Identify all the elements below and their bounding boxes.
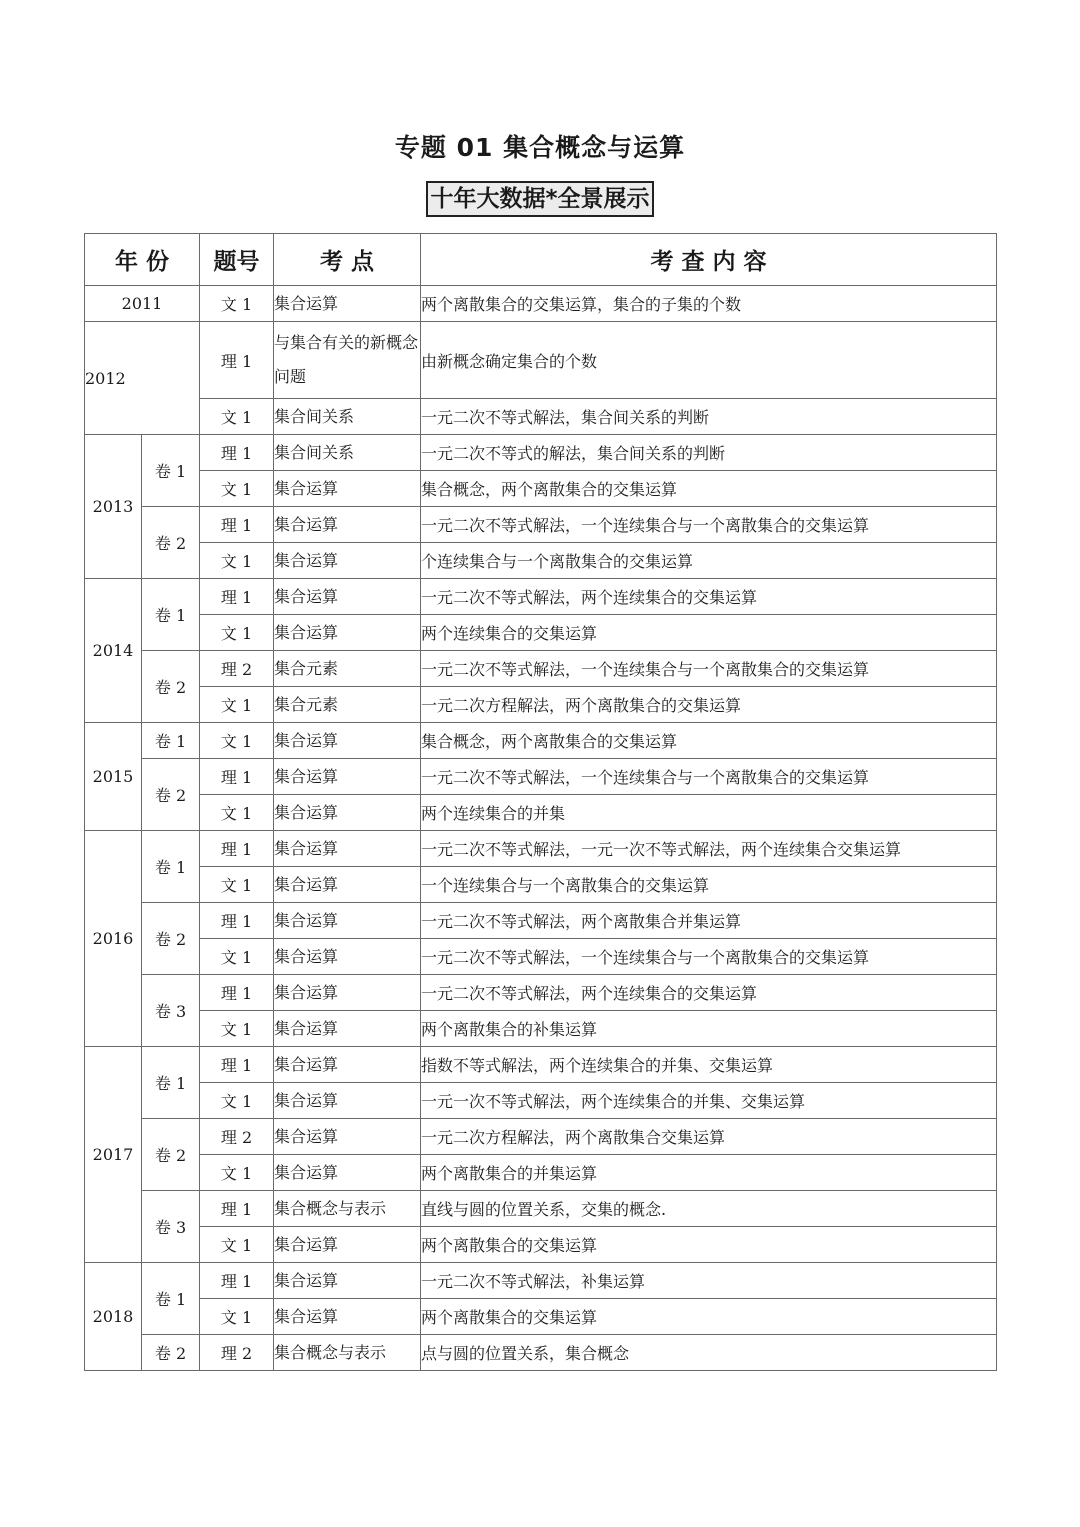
question-number: 文 1 bbox=[200, 1083, 274, 1119]
exam-content: 一元二次不等式解法，一元一次不等式解法，两个连续集合交集运算 bbox=[421, 831, 997, 867]
exam-content: 两个连续集合的交集运算 bbox=[421, 615, 997, 651]
year-cell: 2013 bbox=[85, 435, 142, 579]
paper-cell: 卷 2 bbox=[142, 1119, 200, 1191]
exam-point: 集合运算 bbox=[274, 579, 421, 615]
table-row bbox=[85, 322, 997, 399]
table-row bbox=[85, 1191, 997, 1227]
exam-point: 与集合有关的新概念问题 bbox=[274, 322, 421, 399]
question-number: 理 1 bbox=[200, 759, 274, 795]
exam-point: 集合运算 bbox=[274, 1083, 421, 1119]
exam-point: 集合运算 bbox=[274, 1011, 421, 1047]
table-row bbox=[85, 471, 997, 507]
exam-content: 一元二次不等式解法，两个连续集合的交集运算 bbox=[421, 579, 997, 615]
question-number: 理 1 bbox=[200, 831, 274, 867]
paper-cell: 卷 1 bbox=[142, 435, 200, 507]
question-number: 文 1 bbox=[200, 723, 274, 759]
year-cell: 2011 bbox=[85, 286, 200, 322]
table-row bbox=[85, 1119, 997, 1155]
exam-point: 集合运算 bbox=[274, 543, 421, 579]
question-number: 理 1 bbox=[200, 1047, 274, 1083]
exam-content: 一元二次不等式解法，两个连续集合的交集运算 bbox=[421, 975, 997, 1011]
exam-content: 直线与圆的位置关系，交集的概念. bbox=[421, 1191, 997, 1227]
table-row bbox=[85, 1335, 997, 1371]
question-number: 理 1 bbox=[200, 579, 274, 615]
exam-content: 个连续集合与一个离散集合的交集运算 bbox=[421, 543, 997, 579]
exam-point: 集合运算 bbox=[274, 615, 421, 651]
page-title: 专题 01 集合概念与运算 bbox=[394, 133, 686, 162]
table-row bbox=[85, 795, 997, 831]
table-row bbox=[85, 759, 997, 795]
table-row bbox=[85, 579, 997, 615]
exam-content: 由新概念确定集合的个数 bbox=[421, 322, 997, 399]
table-row bbox=[85, 507, 997, 543]
paper-cell: 卷 2 bbox=[142, 1335, 200, 1371]
table-row bbox=[85, 1155, 997, 1191]
paper-cell: 卷 1 bbox=[142, 831, 200, 903]
exam-content: 两个离散集合的交集运算 bbox=[421, 1227, 997, 1263]
header-content: 考 查 内 容 bbox=[421, 234, 997, 286]
question-number: 文 1 bbox=[200, 1227, 274, 1263]
exam-point: 集合间关系 bbox=[274, 435, 421, 471]
exam-content: 指数不等式解法，两个连续集合的并集、交集运算 bbox=[421, 1047, 997, 1083]
question-number: 理 1 bbox=[200, 903, 274, 939]
exam-content: 一元二次不等式的解法，集合间关系的判断 bbox=[421, 435, 997, 471]
question-number: 文 1 bbox=[200, 1299, 274, 1335]
exam-point: 集合运算 bbox=[274, 1227, 421, 1263]
table-row bbox=[85, 687, 997, 723]
year-cell: 2012 bbox=[85, 322, 200, 435]
question-number: 理 1 bbox=[200, 1191, 274, 1227]
question-number: 理 2 bbox=[200, 651, 274, 687]
table-row bbox=[85, 435, 997, 471]
question-number: 文 1 bbox=[200, 1155, 274, 1191]
question-number: 理 2 bbox=[200, 1119, 274, 1155]
exam-content: 两个离散集合的并集运算 bbox=[421, 1155, 997, 1191]
year-cell: 2014 bbox=[85, 579, 142, 723]
question-number: 文 1 bbox=[200, 471, 274, 507]
paper-cell: 卷 1 bbox=[142, 579, 200, 651]
table-row bbox=[85, 903, 997, 939]
table-row bbox=[85, 399, 997, 435]
exam-point: 集合运算 bbox=[274, 759, 421, 795]
exam-point: 集合运算 bbox=[274, 1047, 421, 1083]
exam-point: 集合运算 bbox=[274, 903, 421, 939]
exam-content: 集合概念，两个离散集合的交集运算 bbox=[421, 471, 997, 507]
table-row bbox=[85, 1083, 997, 1119]
subtitle-wrap bbox=[0, 181, 1080, 217]
table-row bbox=[85, 543, 997, 579]
exam-point: 集合运算 bbox=[274, 1263, 421, 1299]
question-number: 文 1 bbox=[200, 939, 274, 975]
exam-point: 集合运算 bbox=[274, 1119, 421, 1155]
exam-content: 集合概念，两个离散集合的交集运算 bbox=[421, 723, 997, 759]
table-row bbox=[85, 867, 997, 903]
question-number: 理 1 bbox=[200, 435, 274, 471]
exam-content: 两个离散集合的交集运算，集合的子集的个数 bbox=[421, 286, 997, 322]
year-cell: 2018 bbox=[85, 1263, 142, 1371]
question-number: 理 1 bbox=[200, 507, 274, 543]
paper-cell: 卷 1 bbox=[142, 1047, 200, 1119]
table-row bbox=[85, 1263, 997, 1299]
table-row bbox=[85, 615, 997, 651]
exam-content: 一元二次方程解法，两个离散集合的交集运算 bbox=[421, 687, 997, 723]
exam-point: 集合运算 bbox=[274, 286, 421, 322]
exam-point: 集合运算 bbox=[274, 795, 421, 831]
table-row bbox=[85, 1299, 997, 1335]
question-number: 理 2 bbox=[200, 1335, 274, 1371]
exam-content: 两个离散集合的交集运算 bbox=[421, 1299, 997, 1335]
question-number: 文 1 bbox=[200, 286, 274, 322]
question-number: 理 1 bbox=[200, 975, 274, 1011]
exam-point: 集合运算 bbox=[274, 723, 421, 759]
year-cell: 2016 bbox=[85, 831, 142, 1047]
exam-point: 集合运算 bbox=[274, 1155, 421, 1191]
exam-content: 一元二次不等式解法，补集运算 bbox=[421, 1263, 997, 1299]
exam-point: 集合运算 bbox=[274, 471, 421, 507]
header-point: 考 点 bbox=[274, 234, 421, 286]
exam-point: 集合运算 bbox=[274, 975, 421, 1011]
exam-point: 集合元素 bbox=[274, 687, 421, 723]
exam-content: 一元二次不等式解法，两个离散集合并集运算 bbox=[421, 903, 997, 939]
exam-content: 一元二次不等式解法，一个连续集合与一个离散集合的交集运算 bbox=[421, 651, 997, 687]
exam-table bbox=[84, 233, 997, 1371]
question-number: 文 1 bbox=[200, 615, 274, 651]
exam-content: 一元二次方程解法，两个离散集合交集运算 bbox=[421, 1119, 997, 1155]
year-cell: 2015 bbox=[85, 723, 142, 831]
exam-point: 集合元素 bbox=[274, 651, 421, 687]
header-number: 题号 bbox=[200, 234, 274, 286]
paper-cell: 卷 2 bbox=[142, 507, 200, 579]
exam-point: 集合运算 bbox=[274, 1299, 421, 1335]
year-cell: 2017 bbox=[85, 1047, 142, 1263]
header-year: 年 份 bbox=[85, 234, 200, 286]
table-row bbox=[85, 286, 997, 322]
page-subtitle: 十年大数据*全景展示 bbox=[426, 181, 653, 217]
paper-cell: 卷 2 bbox=[142, 903, 200, 975]
table-row bbox=[85, 651, 997, 687]
exam-content: 两个离散集合的补集运算 bbox=[421, 1011, 997, 1047]
table-row bbox=[85, 831, 997, 867]
exam-point: 集合运算 bbox=[274, 867, 421, 903]
exam-point: 集合概念与表示 bbox=[274, 1191, 421, 1227]
question-number: 文 1 bbox=[200, 867, 274, 903]
paper-cell: 卷 1 bbox=[142, 1263, 200, 1335]
exam-point: 集合间关系 bbox=[274, 399, 421, 435]
question-number: 理 1 bbox=[200, 322, 274, 399]
question-number: 文 1 bbox=[200, 399, 274, 435]
table-row bbox=[85, 1227, 997, 1263]
paper-cell: 卷 3 bbox=[142, 975, 200, 1047]
exam-content: 一元二次不等式解法，一个连续集合与一个离散集合的交集运算 bbox=[421, 507, 997, 543]
exam-point: 集合概念与表示 bbox=[274, 1335, 421, 1371]
question-number: 文 1 bbox=[200, 1011, 274, 1047]
exam-content: 两个连续集合的并集 bbox=[421, 795, 997, 831]
exam-content: 一元二次不等式解法，一个连续集合与一个离散集合的交集运算 bbox=[421, 939, 997, 975]
paper-cell: 卷 2 bbox=[142, 651, 200, 723]
table-row bbox=[85, 975, 997, 1011]
table-body bbox=[85, 286, 997, 1371]
paper-cell: 卷 2 bbox=[142, 759, 200, 831]
paper-cell: 卷 3 bbox=[142, 1191, 200, 1263]
table-row bbox=[85, 1011, 997, 1047]
exam-content: 一元一次不等式解法，两个连续集合的并集、交集运算 bbox=[421, 1083, 997, 1119]
question-number: 文 1 bbox=[200, 543, 274, 579]
table-row bbox=[85, 723, 997, 759]
exam-content: 一个连续集合与一个离散集合的交集运算 bbox=[421, 867, 997, 903]
exam-point: 集合运算 bbox=[274, 939, 421, 975]
question-number: 文 1 bbox=[200, 795, 274, 831]
question-number: 文 1 bbox=[200, 687, 274, 723]
exam-content: 一元二次不等式解法，集合间关系的判断 bbox=[421, 399, 997, 435]
exam-content: 点与圆的位置关系，集合概念 bbox=[421, 1335, 997, 1371]
exam-point: 集合运算 bbox=[274, 507, 421, 543]
table-row bbox=[85, 939, 997, 975]
question-number: 理 1 bbox=[200, 1263, 274, 1299]
exam-content: 一元二次不等式解法，一个连续集合与一个离散集合的交集运算 bbox=[421, 759, 997, 795]
paper-cell: 卷 1 bbox=[142, 723, 200, 759]
table-row bbox=[85, 1047, 997, 1083]
exam-point: 集合运算 bbox=[274, 831, 421, 867]
